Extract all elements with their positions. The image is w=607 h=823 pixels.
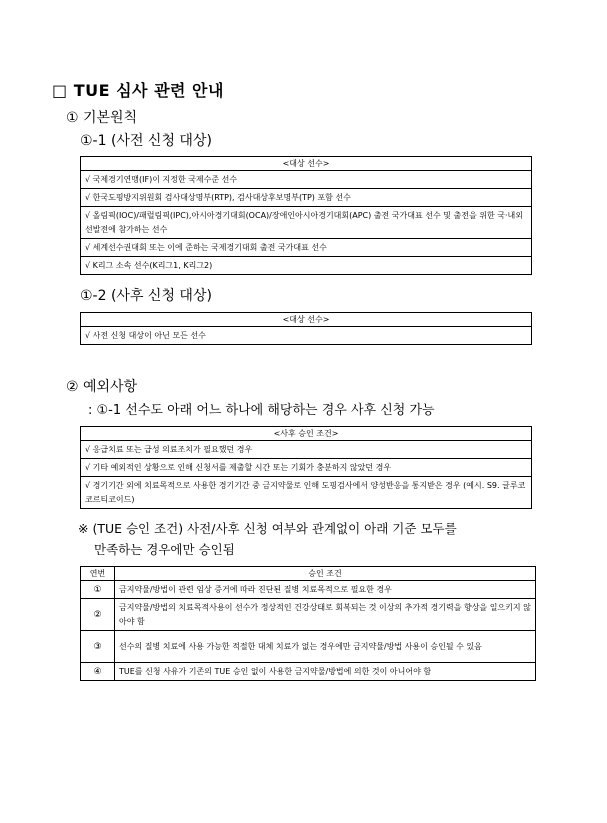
row-number: ①: [81, 581, 115, 599]
table-row: 금지약물/방법의 치료목적사용이 선수가 정상적인 건강상태로 회복되는 것 이상의 추가적 경기력을 향상을 일으키지 않아야 함: [115, 599, 536, 631]
note-line-2: 만족하는 경우에만 승인됨: [94, 542, 235, 557]
row-number: ④: [81, 663, 115, 681]
table-header: <대상 선수>: [81, 313, 532, 327]
table-row: √ 세계선수권대회 또는 이에 준하는 국제경기대회 출전 국가대표 선수: [81, 239, 532, 257]
page-title: □ TUE 심사 관련 안내: [52, 81, 224, 100]
table-row: √ 경기기간 외에 치료목적으로 사용한 경기기간 중 금지약물로 인해 도핑검사에서 양성반응을 통지받은 경우 (예시. S9. 글루코코르티코이드): [81, 477, 532, 509]
post-application-heading: ①-2 (사후 신청 대상): [80, 288, 212, 304]
column-header-condition: 승인 조건: [115, 567, 536, 581]
section2-subheading: : ①-1 선수도 아래 어느 하나에 해당하는 경우 사후 신청 가능: [88, 403, 435, 418]
pre-application-heading: ①-1 (사전 신청 대상): [80, 133, 212, 149]
row-number: ③: [81, 631, 115, 663]
post-approval-table: [80, 426, 532, 509]
table-header: <대상 선수>: [81, 157, 532, 171]
post-target-table: [80, 312, 532, 345]
table-row: √ K리그 소속 선수(K리그1, K리그2): [81, 257, 532, 275]
criteria-table: [80, 566, 536, 681]
table-row: 금지약물/방법이 관련 임상 증거에 따라 진단된 질병 치료목적으로 필요한 경우: [115, 581, 536, 599]
pre-target-table: [80, 156, 532, 275]
row-number: ②: [81, 599, 115, 631]
table-row: 선수의 질병 치료에 사용 가능한 적절한 대체 치료가 없는 경우에만 금지약물/방법 사용이 승인될 수 있음: [115, 631, 536, 663]
table-row: √ 국제경기연맹(IF)이 지정한 국제수준 선수: [81, 171, 532, 189]
table-row: √ 기타 예외적인 상황으로 인해 신청서를 제출할 시간 또는 기회가 충분하지 않았던 경우: [81, 459, 532, 477]
section2-heading: ② 예외사항: [66, 379, 138, 395]
note-line-1: ※ (TUE 승인 조건) 사전/사후 신청 여부와 관계없이 아래 기준 모두를: [78, 521, 457, 536]
column-header-number: 연번: [81, 567, 115, 581]
table-row: √ 응급치료 또는 급성 의료조치가 필요했던 경우: [81, 441, 532, 459]
table-row: √ 올림픽(IOC)/패럴림픽(IPC),아시아경기대회(OCA)/장애인아시아경기대회(APC) 출전 국가대표 선수 및 출전을 위한 국·내외 선발전에 참가하는 선수: [81, 207, 532, 239]
table-row: √ 한국도핑방지위원회 검사대상명부(RTP), 검사대상후보명부(TP) 포함 선수: [81, 189, 532, 207]
table-row: TUE를 신청 사유가 기존의 TUE 승인 없이 사용한 금지약물/방법에 의한 것이 아니어야 함: [115, 663, 536, 681]
table-row: √ 사전 신청 대상이 아닌 모든 선수: [81, 327, 532, 345]
table-header: <사후 승인 조건>: [81, 427, 532, 441]
section1-heading: ① 기본원칙: [66, 110, 138, 126]
